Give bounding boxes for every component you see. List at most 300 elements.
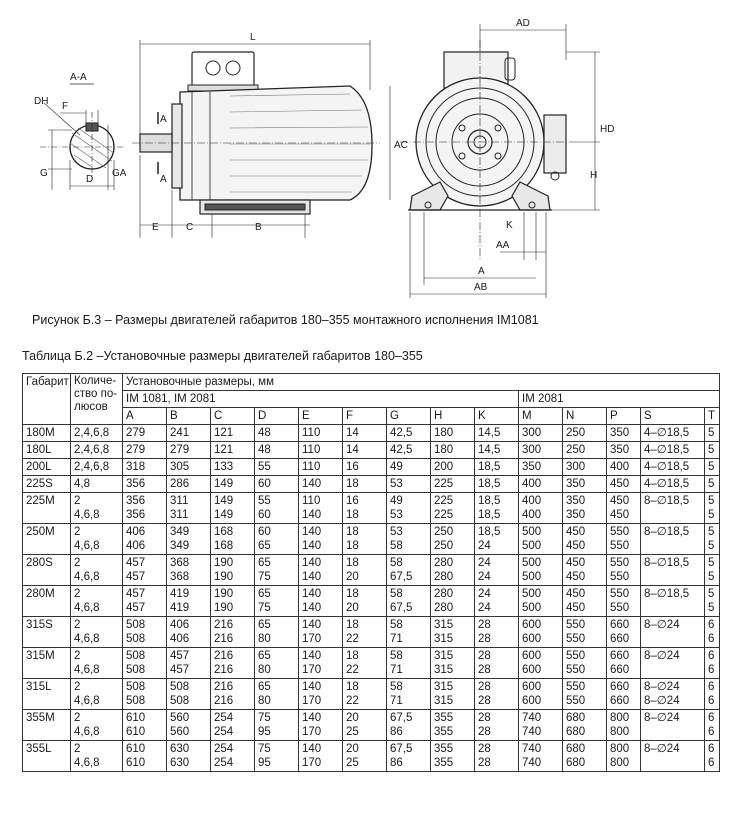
cell-value: 600 [522, 633, 542, 645]
cell-m [519, 586, 563, 617]
cell-value: 28 [478, 743, 491, 755]
cell-value: 140 [302, 571, 322, 583]
cell-value: 225 [434, 495, 454, 507]
cell-p [607, 741, 641, 772]
cell-value: 18 [346, 557, 359, 569]
cell-value: 5 [708, 602, 715, 614]
cell-value: 4,6,8 [74, 726, 100, 738]
column-header-d: D [255, 408, 299, 425]
cell-value: 6 [708, 681, 715, 693]
label-k: K [506, 220, 513, 231]
cell-e [299, 442, 343, 459]
cell-value: 6 [708, 726, 715, 738]
cell-value: 58 [390, 650, 403, 662]
cell-value: 2 [74, 712, 81, 724]
cell-f [343, 617, 387, 648]
cell-poles [71, 459, 123, 476]
cell-m [519, 459, 563, 476]
cell-n [563, 442, 607, 459]
cell-value [644, 508, 701, 522]
cell-value: 680 [566, 757, 586, 769]
cell-gabarit: 280M [23, 586, 71, 617]
cell-value: 254 [214, 712, 234, 724]
cell-value: 6 [708, 633, 715, 645]
cell-value: 190 [214, 602, 234, 614]
cell-value: 216 [214, 664, 234, 676]
cell-value: 110 [302, 461, 321, 473]
cell-value: 4,6,8 [74, 540, 100, 552]
cell-value: 22 [346, 695, 359, 707]
cell-value: 349 [170, 540, 190, 552]
cell-value [644, 725, 701, 739]
cell-e [299, 459, 343, 476]
cell-value: 550 [566, 633, 586, 645]
cell-value: 610 [126, 712, 146, 724]
label-ab: AB [474, 282, 488, 293]
cell-value: 140 [302, 743, 322, 755]
cell-value: 680 [566, 712, 586, 724]
cell-value: 67,5 [390, 743, 413, 755]
cell-value: 450 [566, 540, 586, 552]
table-row [23, 648, 720, 679]
cell-value: 318 [126, 461, 146, 473]
cell-value: 22 [346, 633, 359, 645]
cell-value: 660 [610, 664, 630, 676]
cell-value: 6 [708, 664, 715, 676]
cell-value: 4–∅18,5 [644, 478, 690, 490]
cell-poles [71, 476, 123, 493]
cell-value: 5 [708, 588, 715, 600]
label-b: B [255, 222, 262, 233]
cell-d [255, 741, 299, 772]
cell-value: 740 [522, 757, 542, 769]
cell-value: 740 [522, 712, 542, 724]
cell-e [299, 476, 343, 493]
cell-value: 450 [566, 571, 586, 583]
cell-value: 22 [346, 664, 359, 676]
cell-e [299, 617, 343, 648]
cell-t [705, 741, 720, 772]
cell-value: 315 [434, 695, 454, 707]
cell-value: 450 [610, 478, 630, 490]
cell-value: 140 [302, 602, 322, 614]
cell-n [563, 493, 607, 524]
cell-value: 95 [258, 726, 271, 738]
cell-value: 48 [258, 444, 271, 456]
cell-c [211, 459, 255, 476]
cell-k [475, 442, 519, 459]
cell-b [167, 442, 211, 459]
cell-value: 58 [390, 588, 403, 600]
cell-value: 8–∅18,5 [644, 495, 690, 507]
cell-value: 610 [126, 726, 146, 738]
cell-value: 24 [478, 557, 491, 569]
cell-value: 800 [610, 743, 630, 755]
cell-f [343, 493, 387, 524]
cell-h [431, 586, 475, 617]
cell-p [607, 648, 641, 679]
cell-value: 457 [126, 557, 146, 569]
cell-value: 660 [610, 619, 630, 631]
cell-value: 80 [258, 664, 271, 676]
cell-n [563, 476, 607, 493]
cell-value: 279 [126, 444, 146, 456]
cell-value: 450 [610, 509, 630, 521]
cell-value: 315 [434, 633, 454, 645]
cell-value: 14,5 [478, 427, 501, 439]
cell-value: 560 [170, 712, 190, 724]
cell-gabarit: 355M [23, 710, 71, 741]
cell-value: 500 [522, 557, 542, 569]
cell-value: 457 [126, 571, 146, 583]
cell-value: 550 [610, 588, 630, 600]
cell-k [475, 459, 519, 476]
cell-value: 350 [566, 509, 586, 521]
header-gabarit: Габарит [23, 374, 71, 425]
cell-a [123, 710, 167, 741]
cell-value: 58 [390, 619, 403, 631]
cell-value: 315 [434, 619, 454, 631]
dimensions-table [22, 373, 720, 772]
cell-s [641, 425, 705, 442]
cell-value: 75 [258, 743, 271, 755]
cell-value: 250 [434, 526, 454, 538]
column-header-row [23, 408, 720, 425]
cell-m [519, 555, 563, 586]
cell-value: 25 [346, 726, 359, 738]
cell-value: 216 [214, 695, 234, 707]
cell-s [641, 524, 705, 555]
cell-c [211, 476, 255, 493]
cell-value: 190 [214, 557, 234, 569]
cell-value: 140 [302, 712, 322, 724]
label-a: A [478, 266, 485, 277]
table-row [23, 425, 720, 442]
cell-value: 2 [74, 681, 81, 693]
cell-value: 18,5 [478, 526, 501, 538]
cell-value: 400 [522, 478, 542, 490]
cell-value: 20 [346, 571, 359, 583]
cell-k [475, 617, 519, 648]
cell-value: 315 [434, 681, 454, 693]
cell-value: 5 [708, 571, 715, 583]
cell-value: 8–∅18,5 [644, 557, 690, 569]
cell-t [705, 425, 720, 442]
cell-value: 355 [434, 726, 454, 738]
cell-value: 2 [74, 495, 81, 507]
cell-value: 180 [434, 427, 454, 439]
cell-k [475, 741, 519, 772]
cell-f [343, 425, 387, 442]
cell-g [387, 648, 431, 679]
cell-f [343, 586, 387, 617]
cell-value: 8–∅24 [644, 681, 680, 693]
cell-value: 630 [170, 743, 190, 755]
cell-value: 110 [302, 444, 321, 456]
cell-value: 18 [346, 526, 359, 538]
cell-value: 550 [566, 664, 586, 676]
cell-d [255, 442, 299, 459]
cell-h [431, 648, 475, 679]
cell-value: 168 [214, 540, 234, 552]
cell-b [167, 710, 211, 741]
cell-value: 5 [708, 478, 715, 490]
table-row [23, 710, 720, 741]
cell-value: 86 [390, 726, 403, 738]
cell-value: 49 [390, 495, 403, 507]
cell-value: 4,6,8 [74, 602, 100, 614]
cell-value: 550 [610, 602, 630, 614]
cell-c [211, 555, 255, 586]
cell-m [519, 425, 563, 442]
cell-value: 600 [522, 695, 542, 707]
cell-f [343, 710, 387, 741]
cell-poles [71, 617, 123, 648]
cell-value: 16 [346, 461, 359, 473]
cell-b [167, 459, 211, 476]
cell-value: 400 [522, 509, 542, 521]
cell-value: 71 [390, 695, 403, 707]
cell-gabarit: 315S [23, 617, 71, 648]
cell-value: 121 [214, 427, 234, 439]
cell-f [343, 679, 387, 710]
cell-m [519, 493, 563, 524]
cell-value: 49 [390, 461, 403, 473]
cell-a [123, 493, 167, 524]
cell-a [123, 555, 167, 586]
cell-value: 65 [258, 588, 271, 600]
cell-h [431, 476, 475, 493]
cell-value: 18,5 [478, 461, 501, 473]
cell-value: 24 [478, 571, 491, 583]
label-hd: HD [600, 124, 615, 135]
cell-value: 225 [434, 509, 454, 521]
cell-poles [71, 710, 123, 741]
cell-value: 18 [346, 650, 359, 662]
cell-value: 6 [708, 619, 715, 631]
cell-k [475, 710, 519, 741]
cell-gabarit: 315M [23, 648, 71, 679]
label-d: D [86, 174, 94, 185]
cell-value [644, 663, 701, 677]
cell-s [641, 741, 705, 772]
cell-value: 58 [390, 681, 403, 693]
cell-value: 58 [390, 540, 403, 552]
label-dh: DH [34, 96, 49, 107]
cell-value: 280 [434, 588, 454, 600]
cell-p [607, 586, 641, 617]
cell-e [299, 586, 343, 617]
cell-value: 18,5 [478, 495, 501, 507]
cell-c [211, 679, 255, 710]
cell-value: 356 [126, 509, 146, 521]
cell-f [343, 459, 387, 476]
cell-value: 8–∅24 [644, 712, 680, 724]
cell-value: 4,6,8 [74, 509, 100, 521]
cell-value: 6 [708, 743, 715, 755]
cell-g [387, 555, 431, 586]
cell-value: 500 [522, 571, 542, 583]
cell-gabarit: 225M [23, 493, 71, 524]
cell-value: 8–∅24 [644, 650, 680, 662]
cell-value: 14 [346, 427, 359, 439]
cell-a [123, 459, 167, 476]
cell-value: 550 [566, 681, 586, 693]
cell-value: 4–∅18,5 [644, 461, 690, 473]
cell-g [387, 679, 431, 710]
cell-value: 560 [170, 726, 190, 738]
cell-value: 170 [302, 695, 322, 707]
table-row [23, 524, 720, 555]
cell-value: 350 [610, 444, 630, 456]
cell-value: 170 [302, 664, 322, 676]
cell-d [255, 459, 299, 476]
cell-value: 508 [170, 681, 190, 693]
cell-p [607, 476, 641, 493]
cell-d [255, 524, 299, 555]
cell-p [607, 710, 641, 741]
cell-value: 457 [126, 588, 146, 600]
cell-g [387, 741, 431, 772]
cell-value: 800 [610, 757, 630, 769]
cell-value: 149 [214, 478, 234, 490]
motor-side-view [132, 40, 390, 238]
cell-h [431, 493, 475, 524]
label-aa: AA [496, 240, 510, 251]
cell-poles [71, 586, 123, 617]
cell-e [299, 710, 343, 741]
cell-value: 300 [522, 444, 542, 456]
cell-a [123, 476, 167, 493]
cell-e [299, 524, 343, 555]
column-header-m: M [519, 408, 563, 425]
cell-value: 140 [302, 650, 322, 662]
cell-c [211, 425, 255, 442]
cell-value: 600 [522, 650, 542, 662]
header-group-2081: IM 2081 [519, 391, 720, 408]
cell-value: 508 [126, 633, 146, 645]
cell-d [255, 425, 299, 442]
cell-value: 660 [610, 650, 630, 662]
cell-value: 20 [346, 602, 359, 614]
cell-c [211, 741, 255, 772]
cell-value: 71 [390, 664, 403, 676]
cell-value: 18 [346, 540, 359, 552]
column-header-t: T [705, 408, 720, 425]
cell-value: 457 [170, 664, 190, 676]
cell-n [563, 524, 607, 555]
cell-k [475, 679, 519, 710]
cell-value: 350 [522, 461, 542, 473]
cell-value: 400 [522, 495, 542, 507]
cell-value: 450 [566, 557, 586, 569]
cell-e [299, 679, 343, 710]
cell-t [705, 617, 720, 648]
cell-value: 2 [74, 526, 81, 538]
cell-g [387, 493, 431, 524]
cell-value: 168 [214, 526, 234, 538]
cell-value: 280 [434, 571, 454, 583]
cell-value: 65 [258, 557, 271, 569]
cell-b [167, 586, 211, 617]
cell-d [255, 710, 299, 741]
cell-b [167, 648, 211, 679]
label-a-section-top: A [160, 114, 167, 125]
cell-m [519, 679, 563, 710]
cell-a [123, 586, 167, 617]
label-g: G [40, 168, 48, 179]
cell-value: 2 [74, 743, 81, 755]
table-row [23, 586, 720, 617]
column-header-g: G [387, 408, 431, 425]
label-e: E [152, 222, 159, 233]
cell-value: 254 [214, 726, 234, 738]
cell-value: 740 [522, 743, 542, 755]
cell-value: 67,5 [390, 712, 413, 724]
cell-value: 58 [390, 557, 403, 569]
table-row [23, 476, 720, 493]
cell-s [641, 555, 705, 586]
cell-value: 610 [126, 757, 146, 769]
cell-value: 25 [346, 757, 359, 769]
cell-value: 508 [126, 681, 146, 693]
cell-value: 300 [522, 427, 542, 439]
cell-value: 350 [566, 478, 586, 490]
cell-value: 140 [302, 526, 322, 538]
cell-value: 406 [170, 619, 190, 631]
cell-g [387, 524, 431, 555]
cell-value: 500 [522, 526, 542, 538]
cell-g [387, 459, 431, 476]
cell-value: 28 [478, 633, 491, 645]
cell-value: 140 [302, 588, 322, 600]
cell-e [299, 555, 343, 586]
cell-m [519, 524, 563, 555]
cell-value: 14 [346, 444, 359, 456]
cell-a [123, 741, 167, 772]
table-row [23, 493, 720, 524]
cell-t [705, 493, 720, 524]
cell-value: 508 [126, 664, 146, 676]
cell-value: 350 [566, 495, 586, 507]
label-c: C [186, 222, 194, 233]
cell-value: 140 [302, 557, 322, 569]
cell-value: 18 [346, 478, 359, 490]
cell-value: 149 [214, 495, 234, 507]
cell-value: 18 [346, 509, 359, 521]
cell-t [705, 648, 720, 679]
cell-value: 457 [126, 602, 146, 614]
cell-value: 216 [214, 619, 234, 631]
cell-poles [71, 442, 123, 459]
cell-value: 140 [302, 619, 322, 631]
motor-front-view [400, 24, 600, 298]
cell-value: 419 [170, 602, 190, 614]
cell-value: 457 [170, 650, 190, 662]
cell-value: 28 [478, 757, 491, 769]
cell-value: 65 [258, 681, 271, 693]
cell-s [641, 586, 705, 617]
cell-value: 216 [214, 633, 234, 645]
cell-value: 500 [522, 540, 542, 552]
cell-value: 5 [708, 461, 715, 473]
cell-value: 140 [302, 540, 322, 552]
cell-value: 55 [258, 495, 271, 507]
cell-value: 121 [214, 444, 234, 456]
cell-value: 350 [610, 427, 630, 439]
cell-g [387, 710, 431, 741]
cell-value: 550 [610, 526, 630, 538]
